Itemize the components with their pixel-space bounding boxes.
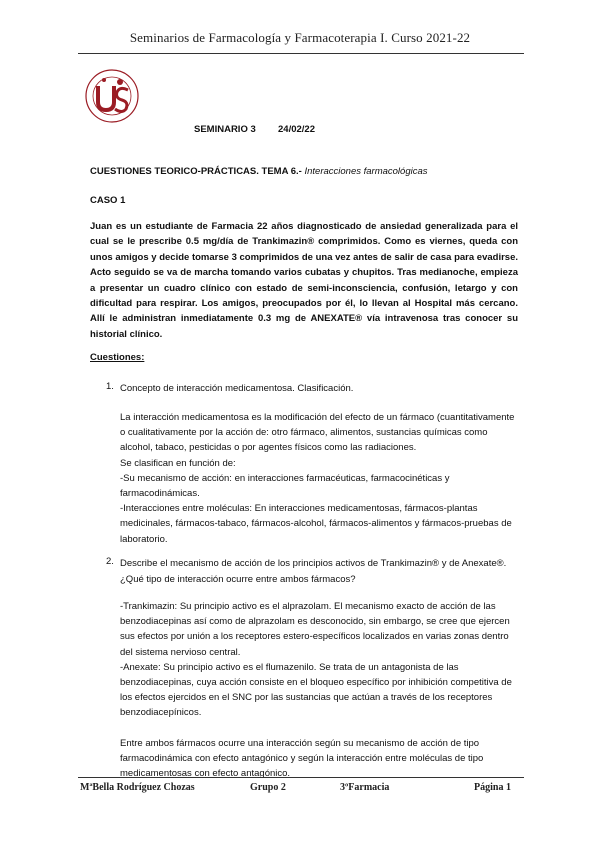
questions-title-main: CUESTIONES TEORICO-PRÁCTICAS. TEMA 6.- xyxy=(90,166,305,177)
question-2-number: 2. xyxy=(106,556,114,567)
paragraph-spacer xyxy=(120,721,520,736)
question-2-answer xyxy=(120,599,520,781)
question-1-text: Concepto de interacción medicamentosa. Clasificación. xyxy=(120,383,354,394)
footer-author: MªBella Rodríguez Chozas xyxy=(80,782,195,793)
question-1-answer xyxy=(120,410,520,547)
seminar-date: 24/02/22 xyxy=(278,124,315,135)
footer-rule xyxy=(78,777,524,778)
seminar-label: SEMINARIO 3 xyxy=(194,124,256,135)
footer-course: 3ºFarmacia xyxy=(340,782,390,793)
question-2-text: Describe el mecanismo de acción de los principios activos de Trankimazin® y de Anexate®. ¿Qué tipo de interacción ocurre entre ambos fármacos? xyxy=(120,558,507,585)
questions-title-topic: Interacciones farmacológicas xyxy=(304,166,428,177)
answer-conclusion: Entre ambos fármacos ocurre una interacción según su mecanismo de acción de tipo farmacodinámica con efecto antagónico y según la interacción entre moléculas de tipo medicamentosas con efecto antagónico. xyxy=(120,737,484,780)
questions-heading: Cuestiones: xyxy=(90,352,145,363)
answer-paragraph: La interacción medicamentosa es la modificación del efecto de un fármaco (cuantitativamente o cualitativamente por la acción de: otro fármaco, alimentos, sustancias químicas como alcohol, tabaco, pesticidas o por agentes físicos como las radiaciones. xyxy=(120,412,515,454)
footer-page: Página 1 xyxy=(474,782,511,793)
questions-title xyxy=(90,166,428,177)
answer-paragraph: -Interacciones entre moléculas: En interacciones medicamentosas, fármacos-plantas medicinales, fármacos-tabaco, fármacos-alcohol, fármacos-alimentos y fármacos-pruebas de laboratorio. xyxy=(120,503,512,545)
answer-paragraph: Se clasifican en función de: xyxy=(120,457,236,469)
answer-paragraph: -Su mecanismo de acción: en interacciones farmacéuticas, farmacocinéticas y farmacodinámicas. xyxy=(120,472,450,500)
university-logo xyxy=(84,68,140,124)
answer-paragraph: -Anexate: Su principio activo es el flumazenilo. Se trata de un antagonista de las benzodiacepinas, cuya acción consiste en el bloqueo específico por inhibición competitiva de los efectos ejercidos en el SNC por las sustancias que actúan a través de los receptores benzodiacepínicos. xyxy=(120,661,512,719)
footer-group: Grupo 2 xyxy=(250,782,286,793)
case-heading: CASO 1 xyxy=(90,195,126,206)
header-rule xyxy=(78,53,524,54)
page-header-title: Seminarios de Farmacología y Farmacoterapia I. Curso 2021-22 xyxy=(129,30,471,45)
answer-paragraph: -Trankimazin: Su principio activo es el alprazolam. El mecanismo exacto de acción de las benzodiacepinas así como de alprazolam es desconocido, sin embargo, se cree que ejercen sus efectos por unión a los receptores estero-específicos localizados en varias zonas dentro del sistema nervioso central. xyxy=(120,601,510,658)
case-description: Juan es un estudiante de Farmacia 22 años diagnosticado de ansiedad generalizada para el cual se le prescribe 0.5 mg/día de Trankimazin® comprimidos. Como es viernes, queda con unos amigos y decide tomarse 3 comprimidos de una vez antes de salir de casa para evadirse. Acto seguido se va de marcha tomando varios cubatas y chupitos. Tras medianoche, empieza a presentar un cuadro clínico con estado de semi-inconsciencia, confusión, letargo y con dificultad para respirar. Los amigos, preocupados por él, lo llevan al Hospital más cercano. Allí le administran inmediatamente 0.3 mg de ANEXATE® vía intravenosa tras conocer su historial clínico. xyxy=(90,221,518,340)
question-1-number: 1. xyxy=(106,381,114,392)
